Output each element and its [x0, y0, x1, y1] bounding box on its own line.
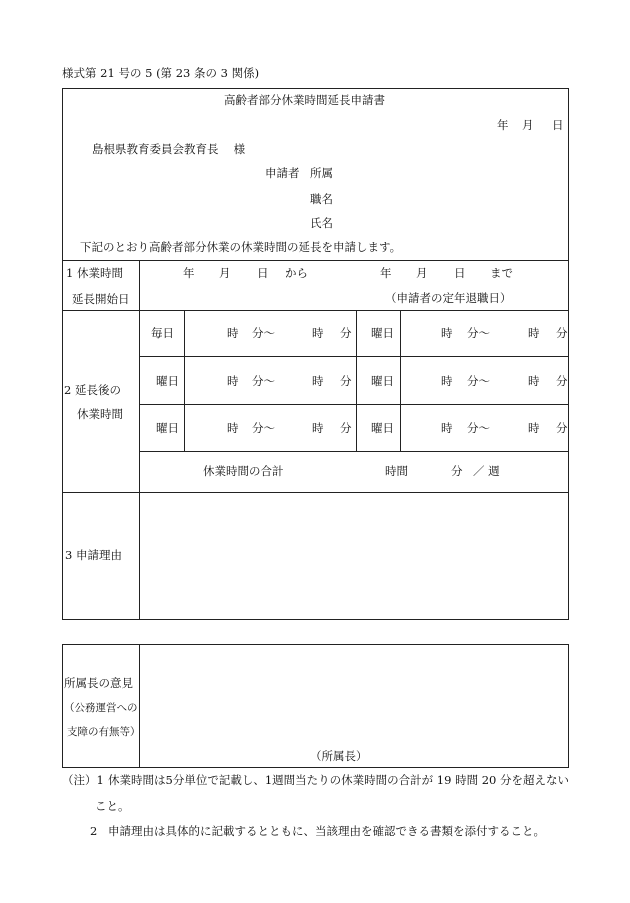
start-year: 年	[183, 266, 195, 280]
end-month: 月	[416, 266, 428, 280]
applicant-label: 申請者	[265, 166, 300, 180]
applicant-position-label: 職名	[310, 192, 333, 206]
supervisor-signature-label: （所属長）	[310, 749, 368, 763]
divider	[356, 310, 357, 451]
row2-left-day: 曜日	[156, 374, 179, 388]
opinion-label-line3: 支障の有無等）	[67, 726, 141, 738]
row1-left-day: 毎日	[151, 326, 174, 340]
section2-label-line2: 休業時間	[77, 407, 123, 421]
divider	[139, 644, 140, 768]
form-title: 高齢者部分休業時間延長申請書	[224, 93, 385, 107]
row3-left-minute-end: 分	[340, 421, 352, 435]
row1-right-minute-end: 分	[556, 326, 568, 340]
section1-label-line2: 延長開始日	[72, 292, 130, 306]
row1-right-minute-start: 分～	[467, 326, 490, 340]
note1-prefix: （注）1	[62, 773, 104, 787]
applicant-name-label: 氏名	[310, 216, 333, 230]
row1-left-minute-end: 分	[340, 326, 352, 340]
divider	[139, 356, 569, 357]
row3-right-minute-end: 分	[556, 421, 568, 435]
divider	[184, 310, 185, 451]
end-year: 年	[380, 266, 392, 280]
start-suffix: から	[285, 266, 308, 280]
note2-prefix: 2	[90, 824, 98, 838]
end-suffix: まで	[490, 266, 513, 280]
row1-left-hour-end: 時	[312, 326, 324, 340]
row3-right-hour-start: 時	[441, 421, 453, 435]
section3-label: 3 申請理由	[65, 548, 122, 562]
section1-label-line1: 1 休業時間	[66, 266, 123, 280]
row3-left-hour-end: 時	[312, 421, 324, 435]
row1-right-hour-start: 時	[441, 326, 453, 340]
row2-left-minute-end: 分	[340, 374, 352, 388]
divider	[139, 451, 569, 452]
row1-left-minute-start: 分～	[252, 326, 275, 340]
start-month: 月	[219, 266, 231, 280]
retirement-date-note: （申請者の定年退職日）	[385, 291, 512, 305]
row3-left-hour-start: 時	[227, 421, 239, 435]
date-year: 年	[497, 118, 509, 132]
row2-left-hour-end: 時	[312, 374, 324, 388]
date-day: 日	[552, 118, 564, 132]
row2-right-minute-end: 分	[556, 374, 568, 388]
opinion-label-line1: 所属長の意見	[64, 676, 133, 690]
total-hours-label: 時間	[385, 464, 408, 478]
start-day: 日	[257, 266, 269, 280]
opinion-label-line2: （公務運営への	[64, 702, 138, 714]
row2-left-minute-start: 分～	[252, 374, 275, 388]
total-minutes-label: 分	[451, 464, 463, 478]
row3-left-day: 曜日	[156, 421, 179, 435]
total-per-week-label: ／ 週	[473, 464, 500, 478]
divider	[139, 260, 140, 620]
end-day: 日	[454, 266, 466, 280]
row2-right-day: 曜日	[371, 374, 394, 388]
row1-right-day: 曜日	[371, 326, 394, 340]
divider	[139, 404, 569, 405]
applicant-affiliation-label: 所属	[310, 166, 333, 180]
section2-label-line1: 2 延長後の	[64, 383, 121, 397]
row2-right-hour-start: 時	[441, 374, 453, 388]
form-number-label: 様式第 21 号の 5 (第 23 条の 3 関係)	[62, 66, 260, 80]
row3-left-minute-start: 分～	[252, 421, 275, 435]
divider	[400, 310, 401, 451]
row2-left-hour-start: 時	[227, 374, 239, 388]
row2-right-hour-end: 時	[528, 374, 540, 388]
intro-text: 下記のとおり高齢者部分休業の休業時間の延長を申請します。	[80, 240, 402, 254]
note1-text: 休業時間は5分単位で記載し、1週間当たりの休業時間の合計が 19 時間 20 分を超えない	[108, 773, 570, 787]
row1-left-hour-start: 時	[227, 326, 239, 340]
row1-right-hour-end: 時	[528, 326, 540, 340]
note2-text: 申請理由は具体的に記載するとともに、当該理由を確認できる書類を添付すること。	[108, 824, 545, 838]
total-label: 休業時間の合計	[203, 464, 284, 478]
row2-right-minute-start: 分～	[467, 374, 490, 388]
row3-right-day: 曜日	[371, 421, 394, 435]
addressee: 島根県教育委員会教育長 様	[92, 142, 246, 156]
date-month: 月	[522, 118, 534, 132]
note1-continuation: こと。	[95, 799, 130, 813]
row3-right-minute-start: 分～	[467, 421, 490, 435]
row3-right-hour-end: 時	[528, 421, 540, 435]
